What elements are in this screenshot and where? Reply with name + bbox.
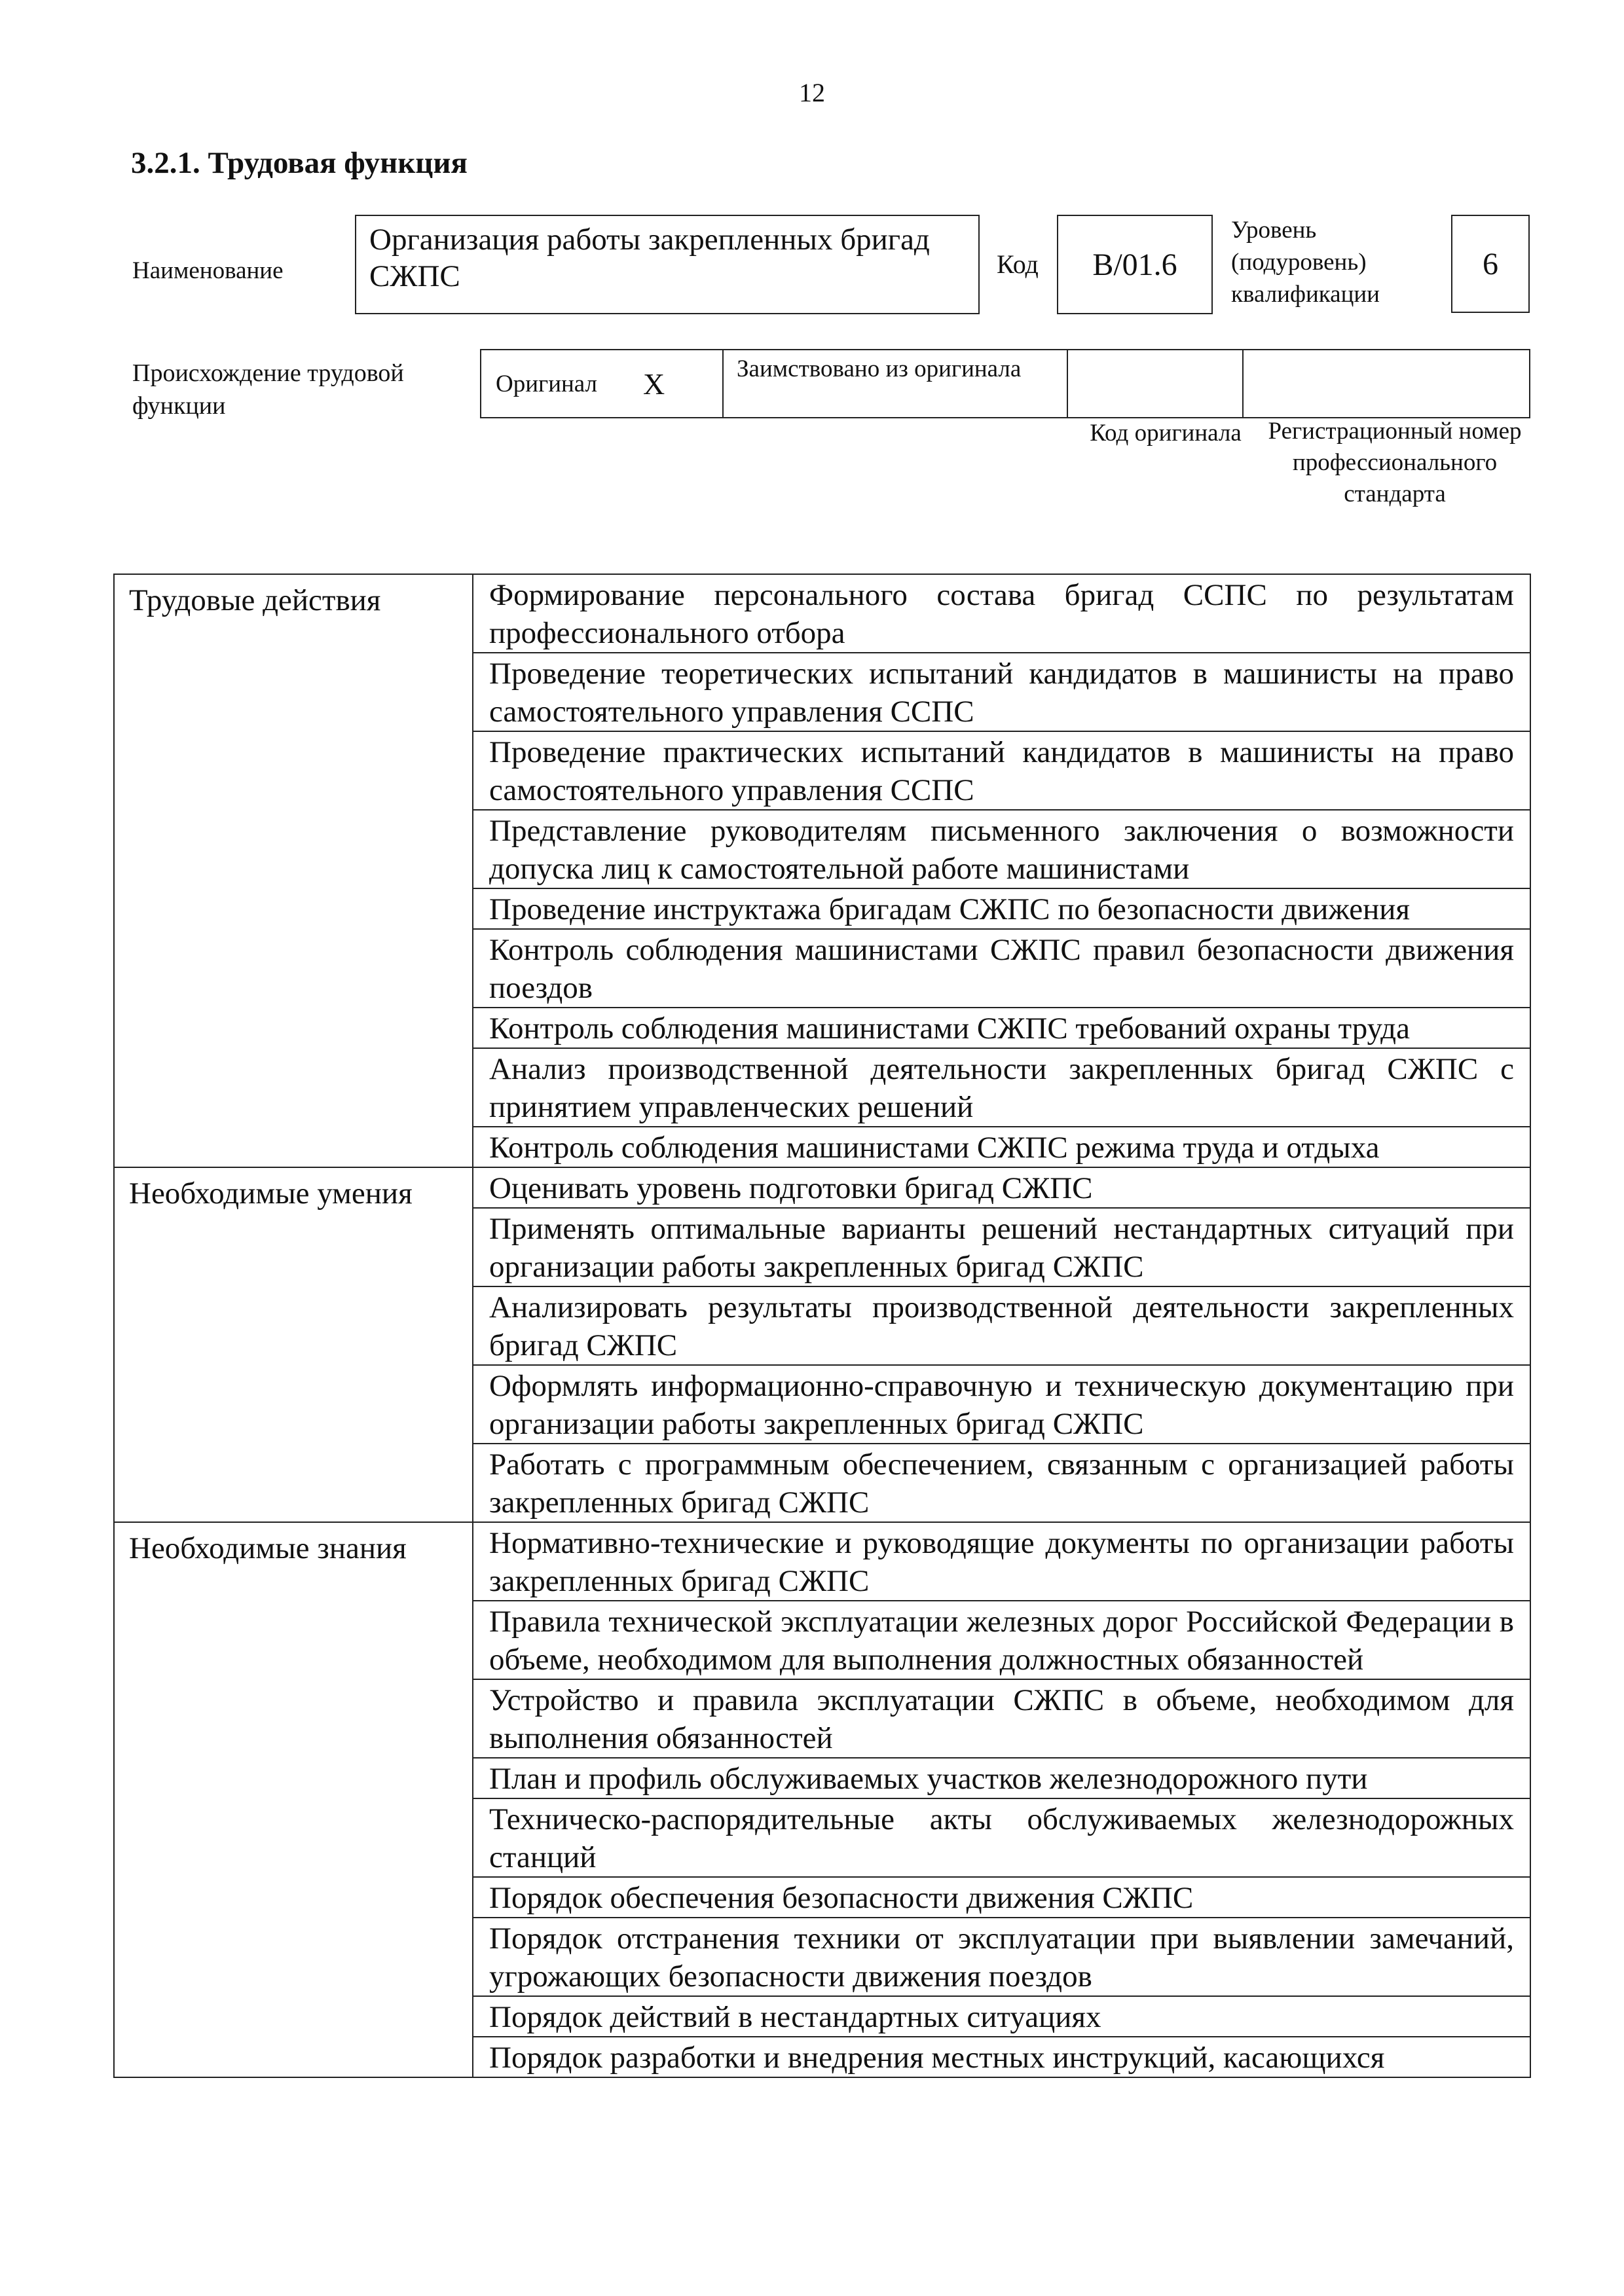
section-item: Контроль соблюдения машинистами СЖПС правил безопасности движения поездов: [473, 929, 1530, 1008]
section-item: Формирование персонального состава бригад ССПС по результатам профессионального отбора: [473, 574, 1530, 653]
page-number: 12: [799, 78, 825, 107]
section-item: Представление руководителям письменного заключения о возможности допуска лиц к самостоятельной работе машинистами: [473, 810, 1530, 888]
section-item: Проведение инструктажа бригадам СЖПС по безопасности движения: [473, 888, 1530, 929]
level-value-box: [1451, 215, 1530, 313]
code-value-box: [1057, 215, 1213, 314]
section-item: Порядок разработки и внедрения местных инструкций, касающихся: [473, 2037, 1530, 2077]
section-title: 3.2.1. Трудовая функция: [131, 146, 468, 180]
reg-number-label: [1264, 416, 1526, 510]
code-original-label-text: Код оригинала: [1090, 420, 1242, 446]
code-original-label: [1067, 418, 1264, 449]
origin-reg-cell: [1244, 350, 1529, 417]
origin-mark: X: [643, 367, 665, 401]
section-item: Контроль соблюдения машинистами СЖПС требований охраны труда: [473, 1008, 1530, 1048]
section-item: Правила технической эксплуатации железных дорог Российской Федерации в объеме, необходимом для выполнения должностных обязанностей: [473, 1601, 1530, 1679]
section-category: Трудовые действия: [114, 574, 473, 1167]
code-label: Код: [997, 249, 1039, 279]
section-item: Анализ производственной деятельности закрепленных бригад СЖПС с принятием управленческих решений: [473, 1048, 1530, 1127]
name-label: Наименование: [132, 257, 284, 284]
section-item: Анализировать результаты производственной деятельности закрепленных бригад СЖПС: [473, 1286, 1530, 1365]
level-value: 6: [1483, 246, 1498, 282]
code-value: B/01.6: [1092, 247, 1177, 282]
section-item: Контроль соблюдения машинистами СЖПС режима труда и отдыха: [473, 1127, 1530, 1167]
level-label-text: Уровень (подуровень) квалификации: [1231, 217, 1380, 308]
section-item: План и профиль обслуживаемых участков железнодорожного пути: [473, 1758, 1530, 1798]
section-item: Нормативно-технические и руководящие документы по организации работы закрепленных бригад СЖПС: [473, 1522, 1530, 1601]
name-value: Организация работы закрепленных бригад СЖПС: [369, 223, 930, 293]
origin-label: [132, 357, 460, 422]
origin-borrowed-cell: [724, 350, 1068, 417]
section-category: Необходимые умения: [114, 1167, 473, 1522]
section-item: Оформлять информационно-справочную и техническую документацию при организации работы закрепленных бригад СЖПС: [473, 1365, 1530, 1444]
section-item: Порядок действий в нестандартных ситуациях: [473, 1996, 1530, 2037]
table-row: [114, 574, 1530, 653]
reg-number-label-text: Регистрационный номер профессионального стандарта: [1268, 418, 1522, 507]
section-item: Проведение теоретических испытаний кандидатов в машинисты на право самостоятельного управления ССПС: [473, 653, 1530, 731]
table-row: [114, 1522, 1530, 1601]
labor-function-table-body: [114, 574, 1530, 2077]
level-label: [1231, 214, 1428, 310]
origin-code-cell: [1068, 350, 1244, 417]
origin-original-label: Оригинал: [496, 370, 598, 397]
section-item: Работать с программным обеспечением, связанным с организацией работы закрепленных бригад СЖПС: [473, 1444, 1530, 1522]
section-item: Порядок обеспечения безопасности движения СЖПС: [473, 1877, 1530, 1918]
section-item: Устройство и правила эксплуатации СЖПС в объеме, необходимом для выполнения обязанностей: [473, 1679, 1530, 1758]
origin-label-text: Происхождение трудовой функции: [132, 359, 404, 420]
section-item: Применять оптимальные варианты решений нестандартных ситуаций при организации работы закрепленных бригад СЖПС: [473, 1208, 1530, 1286]
section-item: Порядок отстранения техники от эксплуатации при выявлении замечаний, угрожающих безопасности движения поездов: [473, 1918, 1530, 1996]
table-row: [114, 1167, 1530, 1208]
name-value-box: [355, 215, 980, 314]
section-item: Техническо-распорядительные акты обслуживаемых железнодорожных станций: [473, 1798, 1530, 1877]
section-item: Проведение практических испытаний кандидатов в машинисты на право самостоятельного управления ССПС: [473, 731, 1530, 810]
origin-original-cell: [481, 350, 724, 417]
section-item: Оценивать уровень подготовки бригад СЖПС: [473, 1167, 1530, 1208]
origin-table: [480, 349, 1530, 418]
section-category: Необходимые знания: [114, 1522, 473, 2077]
labor-function-table: [113, 574, 1531, 2078]
origin-borrowed-label: Заимствовано из оригинала: [737, 355, 1022, 382]
